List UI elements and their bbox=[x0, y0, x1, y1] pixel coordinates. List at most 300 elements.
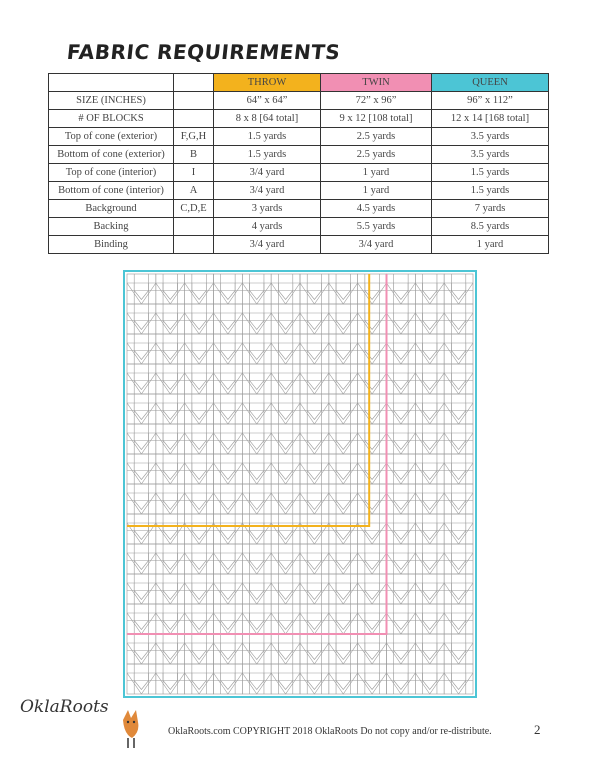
block-seam bbox=[444, 343, 473, 364]
quilt-block bbox=[415, 484, 444, 514]
block-seam bbox=[156, 403, 185, 424]
quilt-block bbox=[415, 364, 444, 394]
table-cell bbox=[174, 218, 214, 236]
block-seam bbox=[415, 403, 444, 424]
block-seam bbox=[444, 613, 473, 634]
quilt-block bbox=[242, 454, 271, 484]
block-seam bbox=[300, 403, 329, 424]
quilt-block bbox=[415, 304, 444, 334]
table-cell: 1.5 yards bbox=[432, 182, 549, 200]
quilt-block bbox=[242, 274, 271, 304]
quilt-block bbox=[415, 334, 444, 364]
quilt-block bbox=[329, 574, 358, 604]
quilt-block bbox=[415, 604, 444, 634]
table-row bbox=[49, 218, 549, 236]
block-seam bbox=[127, 313, 156, 334]
quilt-block bbox=[185, 634, 214, 664]
table-cell: SIZE (INCHES) bbox=[49, 92, 174, 110]
quilt-block bbox=[358, 514, 387, 544]
quilt-block bbox=[271, 604, 300, 634]
block-seam bbox=[156, 673, 185, 694]
block-seam bbox=[444, 553, 473, 574]
block-seam bbox=[214, 583, 243, 604]
quilt-block bbox=[156, 394, 185, 424]
block-seam bbox=[329, 613, 358, 634]
quilt-block bbox=[358, 304, 387, 334]
quilt-block bbox=[271, 424, 300, 454]
quilt-block bbox=[127, 454, 156, 484]
table-cell: 1 yard bbox=[432, 236, 549, 254]
quilt-block bbox=[271, 364, 300, 394]
table-cell: 3/4 yard bbox=[214, 236, 321, 254]
quilt-block bbox=[271, 304, 300, 334]
quilt-block bbox=[444, 274, 473, 304]
quilt-block bbox=[329, 454, 358, 484]
block-seam bbox=[387, 613, 416, 634]
block-seam bbox=[156, 643, 185, 664]
quilt-block bbox=[214, 364, 243, 394]
quilt-block bbox=[185, 574, 214, 604]
copyright-footer: OklaRoots.com COPYRIGHT 2018 OklaRoots Do not copy and/or re-distribute. bbox=[168, 726, 492, 737]
quilt-block bbox=[271, 334, 300, 364]
quilt-block bbox=[185, 394, 214, 424]
quilt-block bbox=[242, 334, 271, 364]
table-cell: 4.5 yards bbox=[321, 200, 432, 218]
fox-icon bbox=[123, 710, 138, 748]
quilt-block bbox=[185, 604, 214, 634]
quilt-block bbox=[358, 574, 387, 604]
block-seam bbox=[242, 613, 271, 634]
block-seam bbox=[271, 313, 300, 334]
block-seam bbox=[271, 553, 300, 574]
table-cell: 1.5 yards bbox=[214, 128, 321, 146]
quilt-block bbox=[387, 634, 416, 664]
quilt-block bbox=[156, 634, 185, 664]
table-cell: 12 x 14 [168 total] bbox=[432, 110, 549, 128]
block-seam bbox=[300, 673, 329, 694]
quilt-block bbox=[444, 454, 473, 484]
quilt-block bbox=[300, 514, 329, 544]
quilt-block bbox=[387, 514, 416, 544]
block-seam bbox=[415, 673, 444, 694]
quilt-block bbox=[127, 634, 156, 664]
table-cell: 1 yard bbox=[321, 164, 432, 182]
block-seam bbox=[358, 553, 387, 574]
table-cell: Bottom of cone (interior) bbox=[49, 182, 174, 200]
quilt-block bbox=[444, 664, 473, 694]
block-seam bbox=[444, 373, 473, 394]
quilt-block bbox=[300, 394, 329, 424]
block-seam bbox=[415, 493, 444, 514]
block-seam bbox=[127, 553, 156, 574]
block-seam bbox=[358, 283, 387, 304]
quilt-block bbox=[185, 514, 214, 544]
quilt-layout-diagram bbox=[123, 270, 477, 698]
table-cell: 72” x 96” bbox=[321, 92, 432, 110]
table-cell: 5.5 yards bbox=[321, 218, 432, 236]
quilt-block bbox=[156, 544, 185, 574]
block-seam bbox=[300, 613, 329, 634]
quilt-block bbox=[387, 544, 416, 574]
quilt-block bbox=[271, 274, 300, 304]
block-seam bbox=[415, 373, 444, 394]
block-seam bbox=[358, 493, 387, 514]
quilt-block bbox=[156, 304, 185, 334]
table-cell: F,G,H bbox=[174, 128, 214, 146]
quilt-block bbox=[329, 394, 358, 424]
quilt-block bbox=[358, 664, 387, 694]
block-seam bbox=[444, 493, 473, 514]
table-cell bbox=[174, 92, 214, 110]
quilt-block bbox=[415, 274, 444, 304]
quilt-block bbox=[127, 304, 156, 334]
quilt-block bbox=[300, 544, 329, 574]
block-seam bbox=[271, 613, 300, 634]
block-seam bbox=[329, 493, 358, 514]
quilt-block bbox=[329, 274, 358, 304]
quilt-block bbox=[214, 274, 243, 304]
quilt-block bbox=[271, 454, 300, 484]
block-seam bbox=[185, 463, 214, 484]
quilt-block bbox=[185, 274, 214, 304]
block-seam bbox=[444, 673, 473, 694]
quilt-block bbox=[300, 334, 329, 364]
table-cell: 3/4 yard bbox=[214, 164, 321, 182]
quilt-block bbox=[156, 484, 185, 514]
quilt-block bbox=[329, 334, 358, 364]
quilt-block bbox=[300, 274, 329, 304]
header-label bbox=[49, 74, 174, 92]
block-seam bbox=[214, 283, 243, 304]
block-seam bbox=[214, 463, 243, 484]
table-row bbox=[49, 128, 549, 146]
quilt-block bbox=[387, 574, 416, 604]
block-seam bbox=[242, 583, 271, 604]
block-seam bbox=[329, 673, 358, 694]
block-seam bbox=[358, 463, 387, 484]
quilt-block bbox=[214, 454, 243, 484]
quilt-block bbox=[242, 304, 271, 334]
table-row bbox=[49, 110, 549, 128]
block-seam bbox=[271, 433, 300, 454]
quilt-block bbox=[358, 424, 387, 454]
block-seam bbox=[127, 403, 156, 424]
block-seam bbox=[156, 373, 185, 394]
quilt-block bbox=[300, 484, 329, 514]
block-seam bbox=[329, 433, 358, 454]
quilt-block bbox=[127, 394, 156, 424]
quilt-block bbox=[415, 424, 444, 454]
block-seam bbox=[358, 373, 387, 394]
quilt-block bbox=[156, 364, 185, 394]
table-cell: A bbox=[174, 182, 214, 200]
table-header-row bbox=[49, 74, 549, 92]
table-cell: C,D,E bbox=[174, 200, 214, 218]
quilt-block bbox=[415, 454, 444, 484]
block-seam bbox=[444, 583, 473, 604]
block-seam bbox=[214, 553, 243, 574]
quilt-block bbox=[242, 664, 271, 694]
block-seam bbox=[387, 673, 416, 694]
block-seam bbox=[127, 493, 156, 514]
quilt-block bbox=[358, 364, 387, 394]
table-cell: 3/4 yard bbox=[321, 236, 432, 254]
block-seam bbox=[156, 283, 185, 304]
header-queen: QUEEN bbox=[432, 74, 549, 92]
quilt-block bbox=[387, 364, 416, 394]
quilt-block bbox=[444, 424, 473, 454]
quilt-block bbox=[444, 574, 473, 604]
block-seam bbox=[415, 313, 444, 334]
quilt-block bbox=[127, 274, 156, 304]
block-seam bbox=[329, 313, 358, 334]
block-seam bbox=[300, 643, 329, 664]
quilt-block bbox=[214, 424, 243, 454]
block-seam bbox=[444, 643, 473, 664]
quilt-block bbox=[444, 364, 473, 394]
block-seam bbox=[156, 343, 185, 364]
block-seam bbox=[127, 583, 156, 604]
block-seam bbox=[214, 373, 243, 394]
block-seam bbox=[329, 343, 358, 364]
quilt-block bbox=[444, 514, 473, 544]
block-seam bbox=[444, 463, 473, 484]
header-throw: THROW bbox=[214, 74, 321, 92]
quilt-block bbox=[185, 544, 214, 574]
table-row bbox=[49, 92, 549, 110]
quilt-block bbox=[214, 334, 243, 364]
block-seam bbox=[415, 523, 444, 544]
quilt-block bbox=[271, 514, 300, 544]
block-seam bbox=[358, 583, 387, 604]
table-cell: Top of cone (exterior) bbox=[49, 128, 174, 146]
table-cell: 8 x 8 [64 total] bbox=[214, 110, 321, 128]
block-seam bbox=[271, 283, 300, 304]
block-seam bbox=[214, 403, 243, 424]
block-seam bbox=[300, 583, 329, 604]
quilt-block bbox=[300, 574, 329, 604]
quilt-block bbox=[214, 574, 243, 604]
block-seam bbox=[214, 433, 243, 454]
quilt-block bbox=[329, 544, 358, 574]
quilt-block bbox=[242, 484, 271, 514]
page-title: FABRIC REQUIREMENTS bbox=[65, 40, 342, 64]
block-seam bbox=[185, 403, 214, 424]
quilt-block bbox=[387, 394, 416, 424]
block-seam bbox=[242, 373, 271, 394]
block-seam bbox=[358, 403, 387, 424]
quilt-block bbox=[271, 634, 300, 664]
block-seam bbox=[242, 553, 271, 574]
quilt-block bbox=[415, 634, 444, 664]
quilt-block bbox=[127, 574, 156, 604]
header-twin: TWIN bbox=[321, 74, 432, 92]
quilt-block bbox=[127, 484, 156, 514]
table-cell: 9 x 12 [108 total] bbox=[321, 110, 432, 128]
quilt-block bbox=[127, 514, 156, 544]
block-seam bbox=[242, 313, 271, 334]
block-seam bbox=[271, 583, 300, 604]
block-seam bbox=[242, 283, 271, 304]
table-cell: # OF BLOCKS bbox=[49, 110, 174, 128]
quilt-block bbox=[127, 424, 156, 454]
block-seam bbox=[444, 283, 473, 304]
header-pieces bbox=[174, 74, 214, 92]
quilt-block bbox=[242, 394, 271, 424]
quilt-block bbox=[415, 574, 444, 604]
block-seam bbox=[387, 523, 416, 544]
quilt-block bbox=[444, 604, 473, 634]
block-seam bbox=[329, 583, 358, 604]
block-seam bbox=[185, 313, 214, 334]
block-seam bbox=[185, 613, 214, 634]
table-cell: 2.5 yards bbox=[321, 146, 432, 164]
block-seam bbox=[387, 643, 416, 664]
block-seam bbox=[127, 343, 156, 364]
block-seam bbox=[387, 313, 416, 334]
quilt-block bbox=[127, 364, 156, 394]
block-seam bbox=[185, 373, 214, 394]
logo-text: OklaRoots bbox=[20, 697, 109, 717]
block-seam bbox=[300, 433, 329, 454]
table-cell: 3.5 yards bbox=[432, 146, 549, 164]
quilt-block bbox=[214, 544, 243, 574]
quilt-block bbox=[127, 334, 156, 364]
table-cell: Bottom of cone (exterior) bbox=[49, 146, 174, 164]
block-seam bbox=[444, 403, 473, 424]
quilt-block bbox=[300, 604, 329, 634]
block-seam bbox=[387, 553, 416, 574]
block-seam bbox=[242, 673, 271, 694]
quilt-block bbox=[214, 514, 243, 544]
block-seam bbox=[214, 343, 243, 364]
quilt-block bbox=[387, 664, 416, 694]
quilt-block bbox=[387, 334, 416, 364]
quilt-block bbox=[415, 664, 444, 694]
block-seam bbox=[387, 463, 416, 484]
quilt-block bbox=[156, 424, 185, 454]
table-cell bbox=[174, 236, 214, 254]
block-seam bbox=[242, 403, 271, 424]
block-seam bbox=[271, 343, 300, 364]
quilt-block bbox=[387, 604, 416, 634]
block-seam bbox=[185, 283, 214, 304]
quilt-block bbox=[214, 664, 243, 694]
quilt-block bbox=[329, 604, 358, 634]
block-seam bbox=[185, 673, 214, 694]
block-seam bbox=[444, 433, 473, 454]
quilt-block bbox=[214, 484, 243, 514]
page-number: 2 bbox=[534, 722, 541, 737]
quilt-block bbox=[156, 664, 185, 694]
block-seam bbox=[127, 613, 156, 634]
block-seam bbox=[387, 373, 416, 394]
quilt-block bbox=[156, 514, 185, 544]
quilt-block bbox=[156, 574, 185, 604]
table-cell: 3.5 yards bbox=[432, 128, 549, 146]
block-seam bbox=[156, 553, 185, 574]
table-cell: 2.5 yards bbox=[321, 128, 432, 146]
table-row bbox=[49, 182, 549, 200]
quilt-block bbox=[329, 514, 358, 544]
block-seam bbox=[358, 433, 387, 454]
table-cell: 7 yards bbox=[432, 200, 549, 218]
table-cell: 1.5 yards bbox=[214, 146, 321, 164]
quilt-block bbox=[271, 664, 300, 694]
block-seam bbox=[329, 283, 358, 304]
block-seam bbox=[387, 493, 416, 514]
block-seam bbox=[387, 403, 416, 424]
table-cell: 4 yards bbox=[214, 218, 321, 236]
quilt-block bbox=[156, 334, 185, 364]
block-seam bbox=[185, 433, 214, 454]
table-cell: Top of cone (interior) bbox=[49, 164, 174, 182]
block-seam bbox=[358, 673, 387, 694]
block-seam bbox=[300, 313, 329, 334]
block-seam bbox=[415, 343, 444, 364]
block-seam bbox=[156, 493, 185, 514]
quilt-block bbox=[185, 454, 214, 484]
quilt-block bbox=[156, 454, 185, 484]
quilt-block bbox=[329, 484, 358, 514]
block-seam bbox=[415, 433, 444, 454]
block-seam bbox=[300, 343, 329, 364]
quilt-block bbox=[415, 544, 444, 574]
quilt-block bbox=[444, 544, 473, 574]
quilt-block bbox=[300, 634, 329, 664]
block-seam bbox=[358, 643, 387, 664]
quilt-block bbox=[185, 484, 214, 514]
block-seam bbox=[387, 433, 416, 454]
block-seam bbox=[329, 403, 358, 424]
block-seam bbox=[156, 583, 185, 604]
table-row bbox=[49, 200, 549, 218]
block-seam bbox=[387, 343, 416, 364]
block-seam bbox=[329, 553, 358, 574]
quilt-block bbox=[387, 454, 416, 484]
quilt-block bbox=[358, 544, 387, 574]
quilt-block bbox=[271, 574, 300, 604]
block-seam bbox=[156, 433, 185, 454]
quilt-block bbox=[444, 394, 473, 424]
quilt-block bbox=[444, 634, 473, 664]
quilt-block bbox=[214, 304, 243, 334]
block-seam bbox=[156, 463, 185, 484]
block-seam bbox=[185, 583, 214, 604]
block-seam bbox=[415, 583, 444, 604]
block-seam bbox=[127, 373, 156, 394]
table-cell: 64” x 64” bbox=[214, 92, 321, 110]
table-cell bbox=[174, 110, 214, 128]
quilt-block bbox=[300, 304, 329, 334]
block-seam bbox=[329, 463, 358, 484]
table-cell: 8.5 yards bbox=[432, 218, 549, 236]
quilt-block bbox=[358, 274, 387, 304]
quilt-block bbox=[329, 424, 358, 454]
block-seam bbox=[185, 553, 214, 574]
block-seam bbox=[387, 583, 416, 604]
block-seam bbox=[415, 283, 444, 304]
block-seam bbox=[156, 613, 185, 634]
table-row bbox=[49, 164, 549, 182]
block-seam bbox=[300, 553, 329, 574]
block-seam bbox=[185, 493, 214, 514]
block-seam bbox=[185, 643, 214, 664]
quilt-block bbox=[214, 634, 243, 664]
quilt-block bbox=[127, 604, 156, 634]
block-seam bbox=[242, 643, 271, 664]
quilt-block bbox=[156, 604, 185, 634]
